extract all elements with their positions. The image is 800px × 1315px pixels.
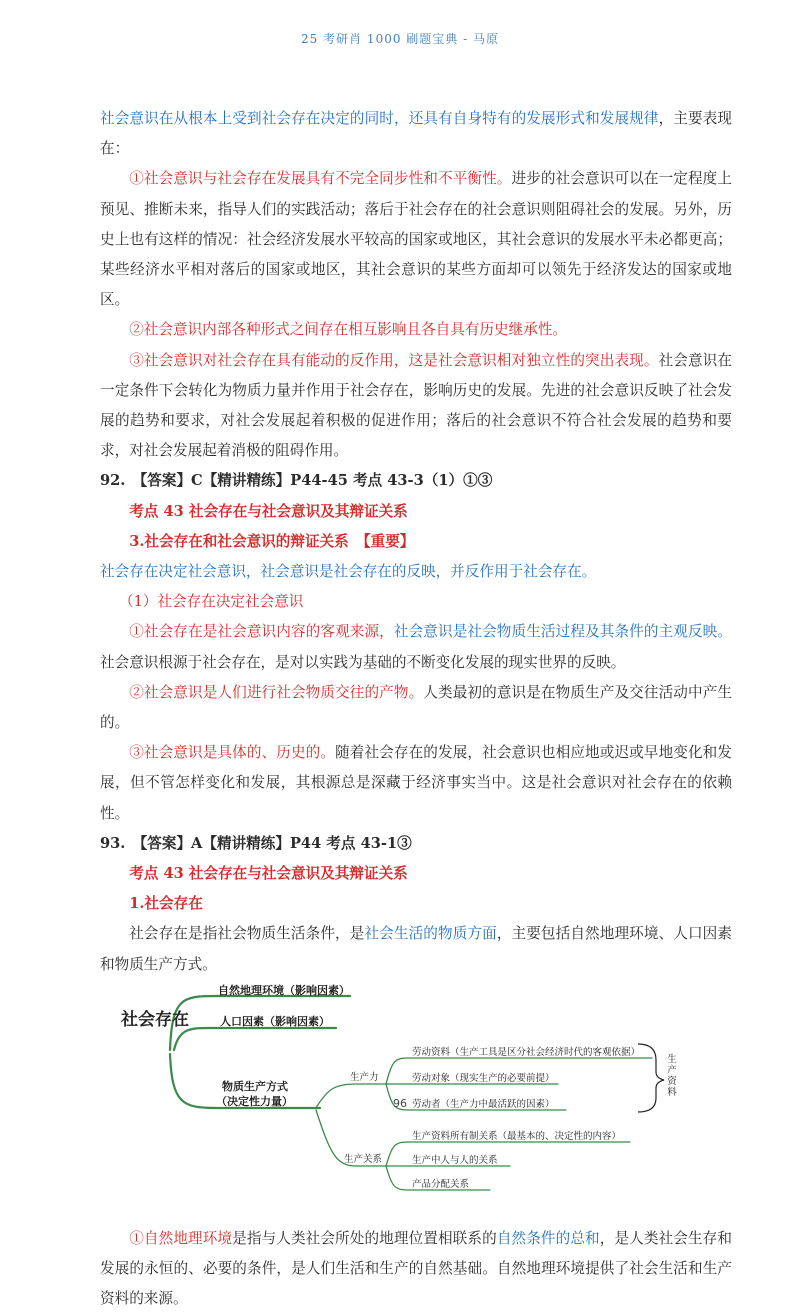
- section-93: 1.社会存在: [129, 895, 203, 913]
- item-92-1: [100, 617, 732, 677]
- page-content: [100, 104, 732, 1315]
- item-92-2-red: ②社会意识是人们进行社会物质交往的产物。: [129, 683, 424, 701]
- point-3-heading: ③社会意识对社会存在具有能动的反作用，这是社会意识相对独立性的突出表现。: [129, 351, 659, 369]
- point-2: [100, 315, 732, 345]
- bracket-label: 生产资料: [667, 1053, 677, 1098]
- node-natural: 自然地理环境（影响因素）: [218, 983, 350, 997]
- topic-92: 考点 43 社会存在与社会意识及其辩证关系: [129, 502, 408, 520]
- item-92-3-body: 随着社会存在的发展，社会意识也相应地或迟或早地变化和发展，但不管怎样变化和发展，其根源总是深藏于经济事实当中。这是社会意识对社会存在的依赖性。: [100, 744, 732, 822]
- paragraph-intro: [100, 104, 732, 164]
- point-2-heading: ②社会意识内部各种形式之间存在相互影响且各自具有历史继承性。: [129, 321, 568, 339]
- definition-93-b: ，主要包括自然地理环境、人口因素和物质生产方式。: [100, 925, 732, 973]
- topic-93: 考点 43 社会存在与社会意识及其辩证关系: [129, 865, 408, 883]
- rel-item-3: 产品分配关系: [412, 1178, 470, 1190]
- page-header: 25 考研肖 1000 刷题宝典 - 马原: [301, 32, 499, 46]
- intro-rest: ，主要表现在：: [100, 110, 732, 158]
- summary-92: 社会存在决定社会意识，社会意识是社会存在的反映，并反作用于社会存在。: [100, 563, 597, 581]
- closing-red: ①自然地理环境: [129, 1229, 233, 1247]
- item-92-1-red: ①社会存在是社会意识内容的客观来源，: [129, 623, 394, 641]
- rel-item-2: 生产中人与人的关系: [412, 1154, 498, 1166]
- answer-92: 92. 【答案】C【精讲精练】P44-45 考点 43-3（1）①③: [100, 472, 493, 490]
- point-1: [100, 164, 732, 315]
- node-relations: 生产关系: [344, 1153, 383, 1165]
- node-mode-line1: 物质生产方式: [222, 1079, 288, 1093]
- mindmap-root: 社会存在: [121, 1009, 189, 1030]
- answer-93: 93. 【答案】A【精讲精练】P44 考点 43-1③: [100, 834, 412, 852]
- pf-item-1: 劳动资料（生产工具是区分社会经济时代的客观依据）: [412, 1046, 641, 1058]
- item-92-3: [100, 738, 732, 829]
- pf-item-2: 劳动对象（现实生产的必要前提）: [412, 1072, 555, 1084]
- item-92-1-blue: 社会意识是社会物质生活过程及其条件的主观反映。: [393, 623, 732, 641]
- node-mode-line2: （决定性力量）: [216, 1094, 293, 1108]
- item-92-2: [100, 678, 732, 738]
- section-92: 3.社会存在和社会意识的辩证关系 【重要】: [129, 532, 415, 550]
- item-92-2-body: 人类最初的意识是在物质生产及交往活动中产生的。: [100, 683, 732, 732]
- point-3: [100, 346, 732, 467]
- definition-93-blue: 社会生活的物质方面: [364, 925, 497, 943]
- closing-b: ，是人类社会生存和发展的永恒的、必要的条件，是人们生活和生产的自然基础。自然地理环境提供了社会生活和生产资料的来源。: [100, 1229, 732, 1308]
- point-1-body: 进步的社会意识可以在一定程度上预见、推断未来，指导人们的实践活动；落后于社会存在的社会意识则阻碍社会的发展。另外，历史上也有这样的情况：社会经济发展水平较高的国家或地区，其社会意识的发展水平未必都更高；某些经济水平相对落后的国家或地区，其社会意识的某些方面却可以领先于经济发达的国家或地区。: [100, 170, 732, 309]
- closing-a: 是指与人类社会所处的地理位置相联系的: [232, 1229, 497, 1247]
- definition-93: [100, 919, 732, 979]
- closing-blue: 自然条件的总和: [496, 1229, 600, 1247]
- item-92-1-body: 社会意识根源于社会存在，是对以实践为基础的不断变化发展的现实世界的反映。: [100, 653, 626, 671]
- node-productive-forces: 生产力: [350, 1071, 379, 1083]
- definition-93-a: 社会存在是指社会物质生活条件，是: [129, 925, 365, 943]
- point-3-body: 社会意识在一定条件下会转化为物质力量并作用于社会存在，影响历史的发展。先进的社会意识反映了社会发展的趋势和要求，对社会发展起着积极的促进作用；落后的社会意识不符合社会发展的趋势和要求，对社会发展起着消极的阻碍作用。: [100, 351, 732, 460]
- closing-paragraph: [100, 1224, 732, 1315]
- point-1-heading: ①社会意识与社会存在发展具有不完全同步性和不平衡性。: [129, 170, 512, 188]
- node-population: 人口因素（影响因素）: [220, 1014, 330, 1028]
- page-number: 96: [393, 1097, 407, 1110]
- item-92-3-red: ③社会意识是具体的、历史的。: [129, 744, 336, 762]
- pf-item-3: 劳动者（生产力中最活跃的因素）: [412, 1098, 555, 1110]
- branch-population: [174, 1028, 336, 1050]
- subheading-92: （1）社会存在决定社会意识: [118, 593, 304, 611]
- intro-lead: 社会意识在从根本上受到社会存在决定的同时，还具有自身特有的发展形式和发展规律: [100, 110, 659, 127]
- rel-item-1: 生产资料所有制关系（最基本的、决定性的内容）: [412, 1130, 622, 1142]
